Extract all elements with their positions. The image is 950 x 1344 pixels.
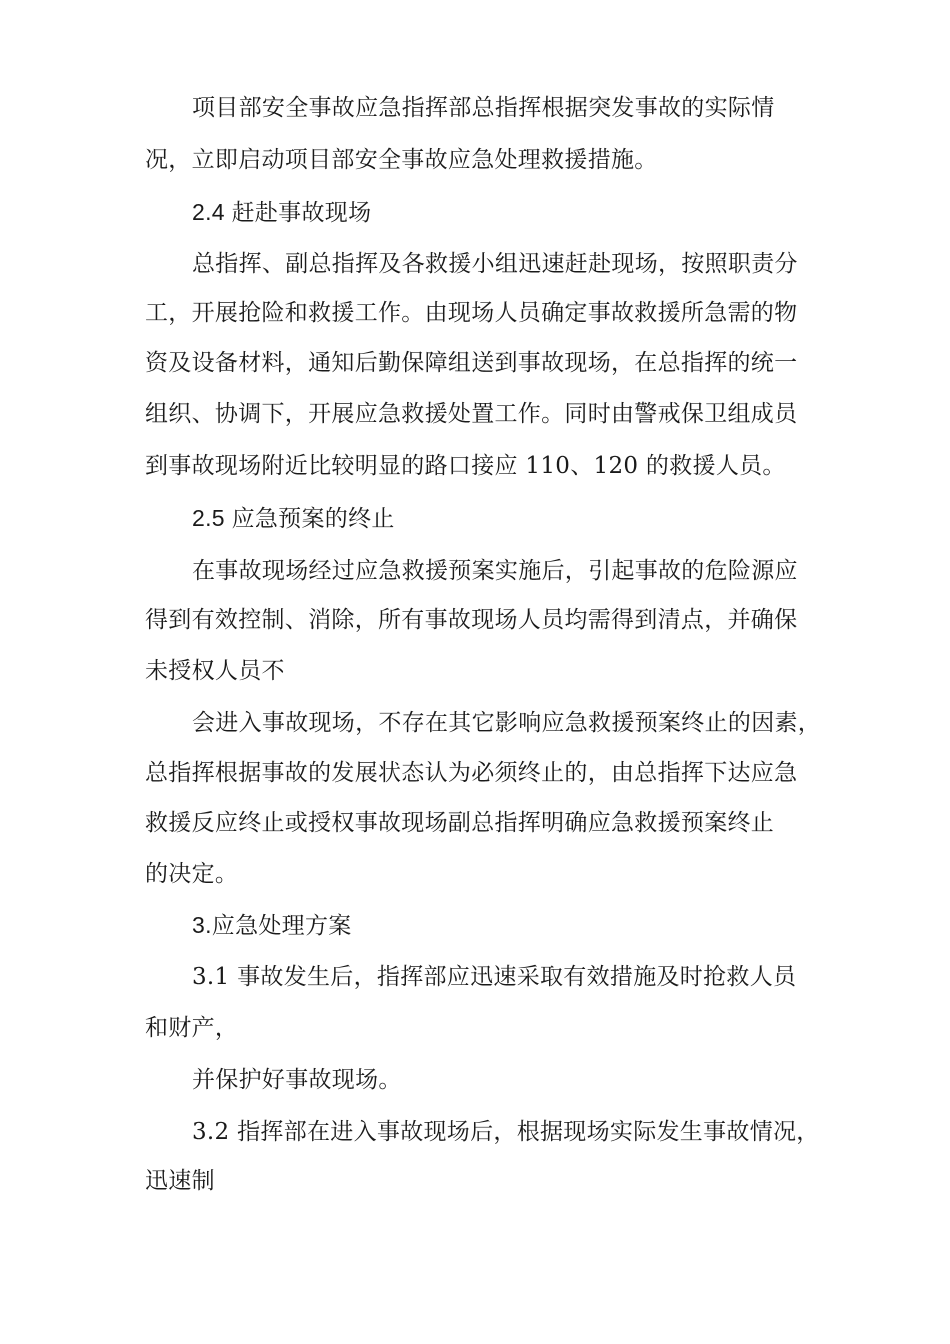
section-heading-2-5: 2.5 应急预案的终止 — [192, 505, 395, 531]
paragraph-line: 3.1 事故发生后，指挥部应迅速采取有效措施及时抢救人员 — [192, 964, 797, 990]
section-heading-3: 3.应急处理方案 — [192, 912, 352, 938]
paragraph-line: 并保护好事故现场。 — [192, 1067, 402, 1093]
paragraph-line: 组织、协调下，开展应急救援处置工作。同时由警戒保卫组成员 — [145, 401, 798, 427]
paragraph-line: 得到有效控制、消除，所有事故现场人员均需得到清点，并确保 — [145, 607, 798, 633]
paragraph-line: 3.2 指挥部在进入事故现场后，根据现场实际发生事故情况， — [192, 1119, 820, 1145]
paragraph-line: 的决定。 — [145, 861, 239, 887]
paragraph-line: 会进入事故现场，不存在其它影响应急救援预案终止的因素， — [192, 710, 822, 736]
paragraph-line: 工，开展抢险和救援工作。由现场人员确定事故救援所急需的物 — [145, 300, 798, 326]
paragraph-line: 到事故现场附近比较明显的路口接应 110、120 的救援人员。 — [145, 453, 786, 479]
paragraph-line: 迅速制 — [145, 1168, 215, 1194]
paragraph-line: 况，立即启动项目部安全事故应急处理救援措施。 — [145, 147, 658, 173]
paragraph-line: 在事故现场经过应急救援预案实施后，引起事故的危险源应 — [192, 558, 798, 584]
paragraph-line: 资及设备材料，通知后勤保障组送到事故现场，在总指挥的统一 — [145, 350, 798, 376]
section-heading-2-4: 2.4 赶赴事故现场 — [192, 199, 372, 225]
paragraph-line: 未授权人员不 — [145, 658, 285, 684]
paragraph-line: 项目部安全事故应急指挥部总指挥根据突发事故的实际情 — [192, 95, 775, 121]
paragraph-line: 救援反应终止或授权事故现场副总指挥明确应急救援预案终止 — [145, 810, 775, 836]
paragraph-line: 总指挥根据事故的发展状态认为必须终止的，由总指挥下达应急 — [145, 760, 798, 786]
paragraph-line: 总指挥、副总指挥及各救援小组迅速赶赴现场，按照职责分 — [192, 251, 798, 277]
paragraph-line: 和财产， — [145, 1015, 239, 1041]
